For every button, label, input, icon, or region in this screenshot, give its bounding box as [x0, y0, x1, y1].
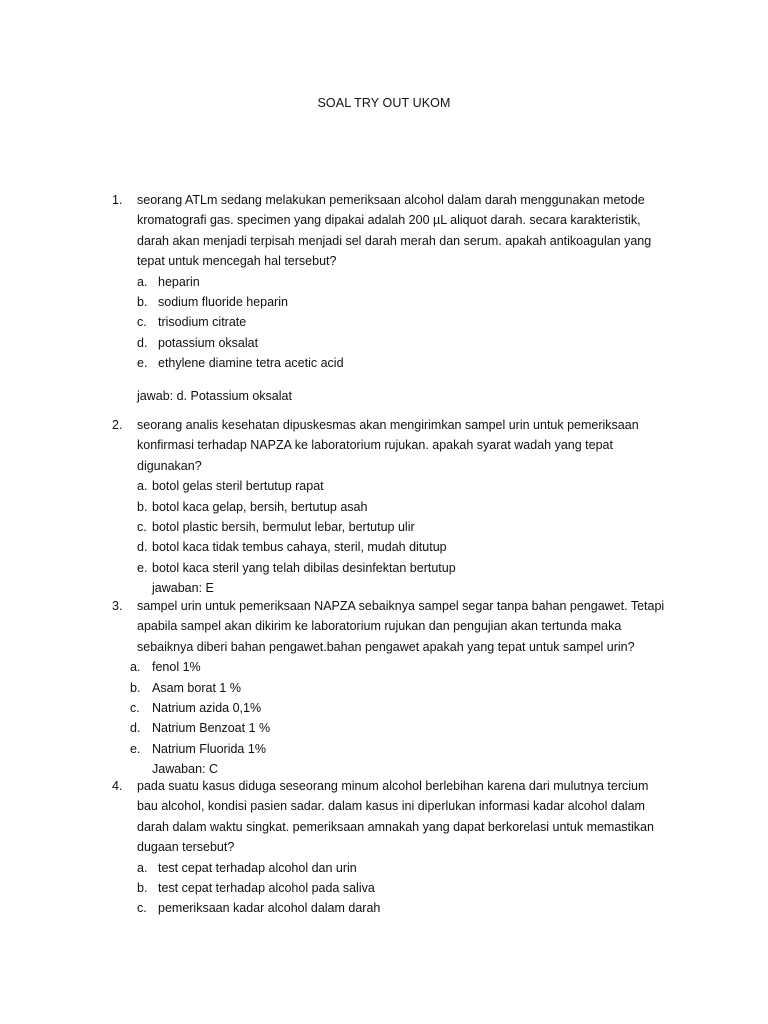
option-text: ethylene diamine tetra acetic acid: [158, 356, 344, 371]
option-text: pemeriksaan kadar alcohol dalam darah: [158, 901, 381, 916]
option-text: test cepat terhadap alcohol pada saliva: [158, 881, 375, 896]
option-text: Natrium azida 0,1%: [152, 701, 262, 715]
option-b: [130, 678, 665, 698]
option-letter: a.: [137, 479, 148, 494]
option-text: heparin: [158, 274, 200, 289]
option-text: Asam borat 1 %: [152, 680, 241, 695]
option-a: [137, 476, 665, 496]
option-text: botol plastic bersih, bermulut lebar, bertutup ulir: [152, 520, 415, 534]
option-text: botol gelas steril bertutup rapat: [152, 479, 324, 494]
question-text: seorang ATLm sedang melakukan pemeriksaan alcohol dalam darah menggunakan metode kromatografi gas. specimen yang dipakai adalah 200 µL aliquot darah. secara karakteristik, darah akan menjadi terpisah menjadi sel darah merah dan serum. apakah antikoagulan yang tepat untuk mencegah hal tersebut?: [137, 193, 652, 269]
option-text: sodium fluoride heparin: [158, 295, 288, 310]
option-letter: d.: [137, 540, 148, 555]
option-c: [137, 517, 665, 537]
option-a: [137, 272, 665, 292]
question-text: pada suatu kasus diduga seseorang minum alcohol berlebihan karena dari mulutnya tercium bau alcohol, kondisi pasien sadar. dalam kasus ini diperlukan informasi kadar alcohol dalam darah dalam waktu singkat. pemeriksaan amnakah yang dapat berkorelasi untuk memastikan dugaan tersebut?: [137, 779, 654, 855]
question-number: 2.: [112, 418, 123, 432]
question-text: sampel urin untuk pemeriksaan NAPZA sebaiknya sampel segar tanpa bahan pengawet. Tetapi apabila sampel akan dikirim ke laboratorium rujukan dan pengujian akan tertunda maka sebaiknya diberi bahan pengawet.bahan pengawet apakah yang tepat untuk sampel urin?: [137, 599, 665, 654]
option-letter: b.: [137, 499, 148, 514]
option-text: fenol 1%: [152, 660, 201, 675]
option-list: [137, 476, 665, 578]
option-c: [137, 898, 665, 918]
option-text: botol kaca tidak tembus cahaya, steril, mudah ditutup: [152, 540, 447, 555]
option-text: test cepat terhadap alcohol dan urin: [158, 860, 357, 875]
option-a: [130, 657, 665, 677]
option-d: [137, 333, 665, 353]
option-e: [137, 558, 665, 578]
option-letter: b.: [130, 680, 141, 695]
option-text: Natrium Benzoat 1 %: [152, 721, 271, 736]
option-letter: a.: [137, 860, 148, 875]
option-letter: c.: [137, 315, 147, 330]
question-number: 4.: [112, 779, 123, 793]
option-letter: c.: [130, 701, 140, 715]
option-text: trisodium citrate: [158, 315, 247, 330]
option-a: [137, 858, 665, 878]
option-letter: d.: [137, 335, 148, 350]
option-c: [137, 312, 665, 332]
option-text: botol kaca gelap, bersih, bertutup asah: [152, 499, 368, 514]
option-list: [137, 272, 665, 374]
option-letter: d.: [130, 721, 141, 736]
option-text: Natrium Fluorida 1%: [152, 741, 266, 756]
option-e: [137, 353, 665, 373]
option-e: [130, 739, 665, 759]
option-list: [130, 657, 665, 759]
option-letter: c.: [137, 520, 147, 534]
option-c: [130, 698, 665, 718]
option-b: [137, 878, 665, 898]
option-letter: b.: [137, 295, 148, 310]
option-letter: e.: [130, 741, 141, 756]
option-letter: c.: [137, 901, 147, 916]
option-b: [137, 497, 665, 517]
option-d: [137, 537, 665, 557]
document-title: SOAL TRY OUT UKOM: [317, 96, 451, 110]
option-text: botol kaca steril yang telah dibilas desinfektan bertutup: [152, 560, 456, 575]
question-number: 3.: [112, 599, 123, 613]
option-letter: a.: [137, 274, 148, 289]
question-number: 1.: [112, 193, 123, 207]
answer-text: jawab: d. Potassium oksalat: [137, 388, 292, 403]
answer-text: Jawaban: C: [152, 762, 219, 777]
option-b: [137, 292, 665, 312]
option-letter: e.: [137, 356, 148, 371]
answer-text: jawaban: E: [152, 581, 214, 596]
option-text: potassium oksalat: [158, 335, 259, 350]
option-letter: b.: [137, 881, 148, 896]
question-text: seorang analis kesehatan dipuskesmas akan mengirimkan sampel urin untuk pemeriksaan konfirmasi terhadap NAPZA ke laboratorium rujukan. apakah syarat wadah yang tepat digunakan?: [137, 418, 639, 473]
option-list: [137, 858, 665, 919]
option-letter: e.: [137, 560, 148, 575]
option-d: [130, 718, 665, 738]
option-letter: a.: [130, 660, 141, 675]
